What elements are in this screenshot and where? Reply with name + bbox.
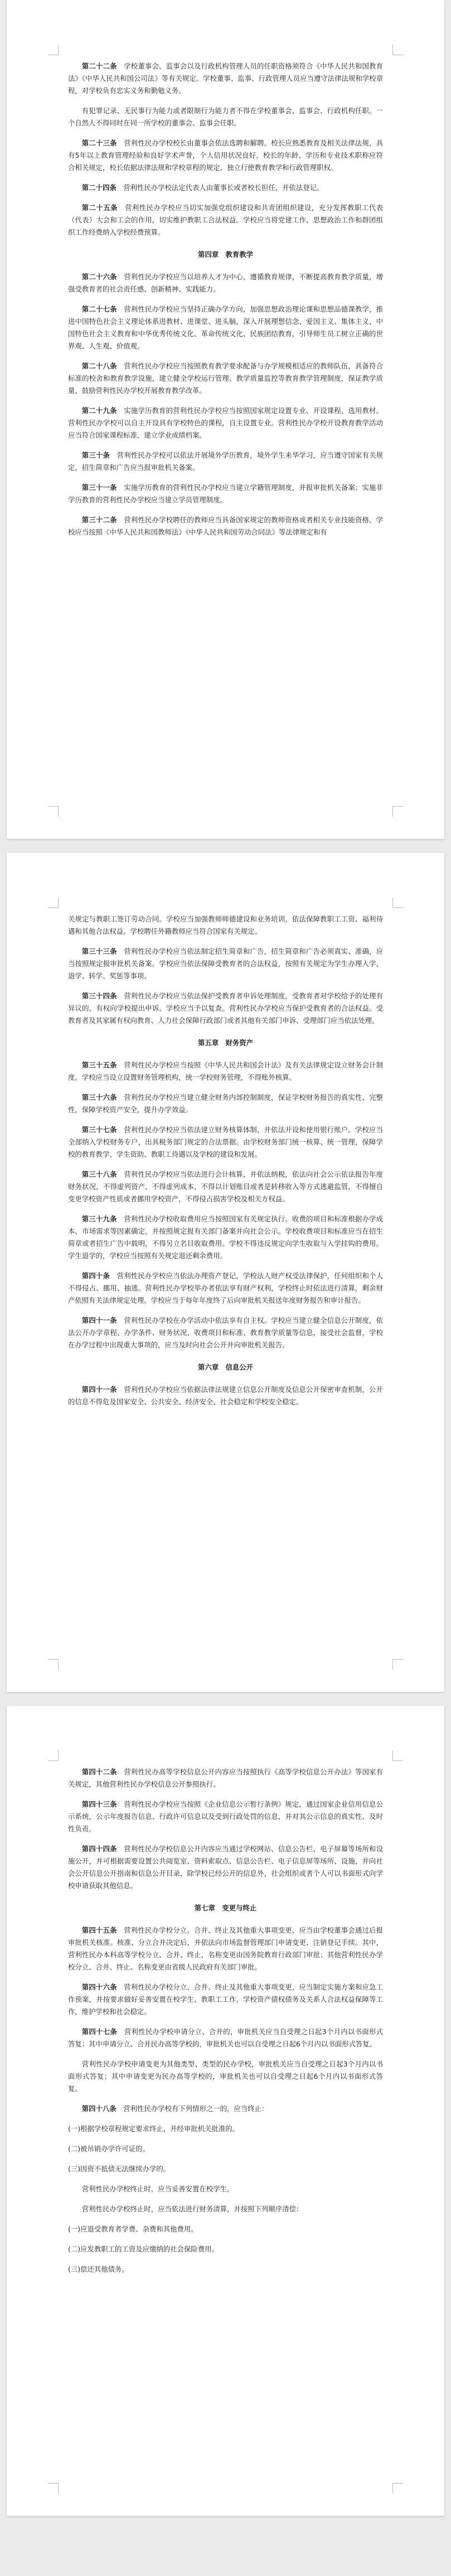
- paragraph-text: (一)应退受教育者学费、杂费和其他费用。: [68, 2225, 198, 2233]
- article-number: 第三十五条: [81, 1061, 117, 1069]
- article-number: 第四十四条: [81, 1845, 117, 1853]
- article-number: 第四十条: [81, 1272, 110, 1280]
- paragraph-text: 营利性民办学校终止时，应当妥善安置在校学生。: [81, 2185, 234, 2193]
- paragraph-text: 营利性民办学校可以依法开展境外学历教育，境外学生来华学习，应当遵守国家有关规定，招生简章和广告应当报审批机关备案。: [68, 451, 384, 472]
- paragraph: [68, 2103, 383, 2115]
- article-number: 第四十五条: [81, 1926, 117, 1934]
- paragraph-text: 营利性民办学校应当依据法律法规建立信息公开制度及信息公开保密审查机制，公开的信息不得危及国家安全、公共安全、经济安全、社会稳定和学校安全稳定。: [68, 1385, 384, 1406]
- article-number: 第三十四条: [81, 992, 117, 1000]
- paragraph-text: 营利性民办学校收取费用应当按照国家有关规定执行。收费的项目和标准根据办学成本、市场需求等因素确定，并按照规定报有关部门备案并向社会公示。学校收费项目和标准应当在招生简章或者招生广告中载明，不得另立名目收取费用。学校不得违反规定向学生收取与入学挂钩的费用。学生退学的，学校应当按照有关规定退还剩余费用。: [68, 1215, 384, 1260]
- paragraph-text: 营利性民办学校申请分立、合并的，审批机关应当自受理之日起3个月内以书面形式答复；其中申请分立、合并民办高等学校的，审批机关也可以自受理之日起6个月内以书面形式答复。: [68, 2027, 384, 2048]
- paragraph-text: 营利性民办学校应当依法保护受教育者申诉处理制度，受教育者对学校给予的处理有异议的，有权向学校提出申诉。学校应当予以复查。营利性民办学校应当保护受教育者的合法权益。受教育者及其家属有权向教育、人力社会保障行政部门或者其他有关部门申诉、受理部门应当依法处理。: [68, 992, 384, 1025]
- article-number: 第四十二条: [81, 1768, 117, 1776]
- document-page-2: [7, 853, 444, 1692]
- paragraph-text: 营利性民办学校应当按照《企业信息公示暂行条例》规定，通过国家企业信用信息公示系统，公示年度报告信息、行政许可信息以及受到行政处罚的信息，并对其公示信息的真实性、及时性负责。: [68, 1800, 384, 1833]
- paragraph: [68, 2026, 383, 2050]
- article-number: 第三十条: [81, 451, 110, 459]
- paragraph: [68, 913, 383, 938]
- paragraph: [68, 2123, 383, 2135]
- paragraph: [68, 2263, 383, 2276]
- paragraph: [68, 2243, 383, 2255]
- chapter-heading: 第五章 财务资产: [197, 1039, 254, 1047]
- article-number: 第三十三条: [81, 947, 117, 955]
- page-corner-mark: [392, 1750, 403, 1761]
- paragraph: [68, 405, 383, 442]
- chapter-heading: 第四章 教育教学: [197, 250, 254, 259]
- paragraph-text: (三)偿还其他债务。: [68, 2265, 129, 2273]
- paragraph-text: 营利性民办学校应当切实加强党组织建设和共青团组织建设，充分发挥教职工代表（代表）大会和工会的作用，切实维护教职工合法权益。学校应当将党建工作、思想政治工作和群团组织工作经费纳入学校经费预算。: [68, 203, 384, 236]
- paragraph: [68, 2223, 383, 2235]
- article-number: 第四十一条: [81, 1385, 117, 1394]
- paragraph: [68, 1124, 383, 1161]
- page-body: [68, 0, 383, 899]
- article-number: 第三十八条: [81, 1170, 117, 1178]
- paragraph-text: (三)因资不抵债无法继续办学的。: [68, 2165, 171, 2173]
- paragraph: [68, 1314, 383, 1351]
- paragraph-text: 营利性民办学校聘任的教师应当具备国家规定的教师资格或者相关专业技能资格。学校应当按照《中华人民共和国教师法》《中华人民共和国劳动合同法》等法律规定和有: [68, 516, 384, 536]
- paragraph: [68, 1384, 383, 1408]
- paragraph-text: 营利性民办学校应当依法办理资产登记，学校法人财产权受法律保护，任何组织和个人不得侵占、挪用、抽逃。营利性民办学校举办者依法享有财产权利，学校终止时依法进行清算，剩余财产依照有关法律规定处理。学校应当于每年年度终了后向审批机关报送年度财务报告和审计报告。: [68, 1272, 384, 1304]
- paragraph-text: 营利性民办高等学校信息公开内容应当按照执行《高等学校信息公开办法》等国家有关规定，其他营利性民办学校信息公开参照执行。: [68, 1768, 384, 1788]
- article-number: 第二十三条: [81, 139, 117, 147]
- paragraph-text: 营利性民办学校申请变更为其他类型、类型的民办学校，审批机关应当自受理之日起3个月内以书面形式答复；其中申请变更为民办高等学校的，审批机关也可以自受理之日起6个月内以书面形式答复。: [68, 2060, 383, 2093]
- page-corner-mark: [48, 45, 59, 55]
- article-number: 第四十六条: [81, 1983, 117, 1991]
- paragraph-text: 实施学历教育的营利性民办学校应当按照国家规定设置专业、开设课程、选用教材。营利性民办学校可以自主开设具有学校特色的课程，自主设置专业。营利性民办学校开设教育教学活动应当符合国家课程标准，建立学业成绩档案。: [68, 406, 384, 439]
- paragraph-text: 营利性民办学校终止时，应当依法进行财务清算，并按照下列顺序清偿：: [81, 2205, 303, 2213]
- article-number: 第三十九条: [81, 1215, 117, 1223]
- paragraph-text: 营利性民办学校信息公开内容应当通过学校网站、信息公告栏、电子屏幕等场所和设施公开，并可根据需要设置公共阅览室、资料索取点、信息公告栏、电子信息屏等场所、设施，并向社会公开信息公开指南和信息公开目录，除学校已经公开的信息外，社会组织或者个人可以书面形式向学校申请获取其他信息。: [68, 1845, 384, 1890]
- paragraph-text: 实施学历教育的营利性民办学校应当建立学籍管理制度，并报审批机关备案；实施非学历教育的营利性民办学校应当建立学员管理制度。: [68, 483, 384, 504]
- paragraph: [68, 2163, 383, 2175]
- article-number: 第二十六条: [81, 273, 117, 281]
- paragraph: [68, 271, 383, 295]
- paragraph: [68, 2203, 383, 2215]
- page-corner-mark: [392, 806, 403, 817]
- paragraph: [68, 137, 383, 174]
- paragraph-text: 营利性民办学校校长由董事会依法选聘和解聘。校长应熟悉教育及相关法律法规，具有5年以上教育管理经验和良好学术声誉，个人信用状况良好，校长的年龄、学历和专业技术职称应符合相关规定，校长依据法律法规和学校章程的规定，独立行使教育教学和行政管理职权。: [68, 139, 384, 172]
- paragraph-text: 关规定与教职工签订劳动合同。学校应当加强教师师德建设和业务培训，依法保障教职工工资、福利待遇和其他合法权益。学校聘任外籍教师应当符合国家有关规定。: [68, 915, 383, 935]
- paragraph: [68, 303, 383, 352]
- paragraph-text: 营利性民办学校有下列情形之一的，应当终止：: [123, 2104, 269, 2113]
- paragraph: [68, 1766, 383, 1791]
- paragraph-text: 营利性民办学校应当按照教育教学要求配备与办学规模相适应的教师队伍，具备符合标准的校舍和教育教学设施，建立健全学校运行管理、教学质量监控等教育教学管理制度，保证教学质量，鼓励营利性民办学校开展教育教学改革。: [68, 362, 384, 395]
- paragraph: [68, 1981, 383, 2018]
- paragraph-text: 营利性民办学校应当以培养人才为中心，遵循教育规律，不断提高教育教学质量，增强受教育者的社会责任感、创新精神、实践能力。: [68, 273, 384, 293]
- paragraph: [68, 1924, 383, 1973]
- paragraph-text: (二)应发教职工的工资及应缴纳的社会保险费用。: [68, 2245, 219, 2253]
- paragraph-text: 营利性民办学校应当坚持正确办学方向，加强思想政治理论课和思想品德课教学，推进中国特色社会主义理论体系进教材、进课堂、进头脑，深入开展理想信念、爱国主义、集体主义、中国特色社会主义教育和中华优秀传统文化、革命传统文化、民族团结教育，引导师生员工树立正确的世界观、人生观、价值观。: [68, 305, 384, 350]
- page-corner-mark: [392, 2483, 403, 2493]
- page-corner-mark: [48, 2483, 59, 2493]
- paragraph-text: 营利性民办学校应当按照《中华人民共和国会计法》及有关法律规定设立财务会计制度，学校应当设立设置财务管理机构，统一学校财务管理，不得账外核算。: [68, 1061, 384, 1081]
- paragraph-text: 营利性民办学校应当依法制定招生简章和广告，招生简章和广告必须真实、准确，应当按照规定报审批机关备案。学校应当依法保障受教育者的合法权益，按照有关规定为学生办理入学、退学、转学、奖惩等事项。: [68, 947, 384, 980]
- article-number: 第二十七条: [81, 305, 117, 313]
- paragraph-text: (二)被吊销办学许可证的。: [68, 2145, 149, 2153]
- page-body: [68, 1706, 383, 2576]
- paragraph-text: (一)根据学校章程规定要求终止，并经审批机关批准的。: [68, 2124, 240, 2133]
- article-number: 第四十一条: [81, 1316, 117, 1325]
- page-corner-mark: [48, 1750, 59, 1761]
- page-corner-mark: [48, 806, 59, 817]
- paragraph: [68, 1798, 383, 1835]
- article-number: 第四十三条: [81, 1800, 117, 1808]
- paragraph: [68, 1213, 383, 1262]
- article-number: 第三十七条: [81, 1126, 117, 1134]
- article-number: 第二十二条: [81, 62, 117, 70]
- paragraph-text: 学校董事会、监事会以及行政机构管理人员的任职资格须符合《中华人民共和国教育法》《中华人民共和国公司法》等有关规定。学校董事、监事、行政管理人员应当遵守法律法规和学校章程，对学校负有忠实义务和勤勉义务。: [68, 62, 384, 95]
- paragraph-text: 营利性民办学校在办学活动中依法享有自主权。学校应当建立健全信息公开制度，依法公开办学章程、办学条件、财务状况、收费项目和标准、教育教学质量等信息，接受社会监督，学校在办学过程中出现重大事项的，应当及时向社会公开并向审批机关报告。: [68, 1316, 384, 1349]
- chapter-heading: 第六章 信息公开: [197, 1363, 254, 1371]
- document-page-3: [7, 1706, 444, 2516]
- paragraph: [68, 449, 383, 474]
- paragraph: [68, 1270, 383, 1307]
- paragraph-text: 营利性民办学校应当依法建立财务核算体制，并依法开设和使用银行账户。学校应当全部纳入学校财务专户，出具税务部门规定的合法票据。由学校财务部门统一核算、统一管理，保障学校的教育教学、学生资助、教职工待遇以及学校的建设和发展。: [68, 1126, 384, 1158]
- chapter-heading: 第七章 变更与终止: [194, 1904, 257, 1912]
- paragraph: [68, 60, 383, 97]
- paragraph: [68, 1059, 383, 1084]
- paragraph: [68, 202, 383, 239]
- paragraph: [68, 1168, 383, 1205]
- article-number: 第四十八条: [81, 2104, 117, 2113]
- page-corner-mark: [392, 45, 403, 55]
- page-corner-mark: [48, 898, 59, 908]
- paragraph: [68, 105, 383, 129]
- article-number: 第三十一条: [81, 483, 117, 492]
- article-number: 第四十七条: [81, 2027, 118, 2036]
- paragraph-text: 营利性民办学校分立、合并、终止及其他重大事项变更，应当制定实施方案和应急工作预案，并按要求做好妥善安置在校学生、教职工工作，学校资产债权债务及关系人合法权益保障等工作，维护学校和社会稳定。: [68, 1983, 384, 2016]
- paragraph-text: 有犯罪记录、无民事行为能力或者限制行为能力者不得在学校董事会、监事会、行政机构任职。一个自然人不得同时在同一所学校的董事会、监事会任职。: [68, 106, 383, 127]
- paragraph-text: 营利性民办学校法定代表人由董事长或者校长担任，并依法登记。: [123, 183, 324, 192]
- paragraph: [68, 1843, 383, 1892]
- article-number: 第三十二条: [81, 516, 117, 524]
- paragraph: [68, 990, 383, 1027]
- article-number: 第二十五条: [81, 203, 118, 212]
- page-corner-mark: [392, 1659, 403, 1670]
- paragraph: [68, 360, 383, 397]
- paragraph: [68, 2183, 383, 2195]
- paragraph: [68, 1091, 383, 1116]
- page-corner-mark: [48, 1659, 59, 1670]
- paragraph-text: 营利性民办学校分立、合并、终止及其他重大事项变更，应当由学校董事会通过后报审批机关核准。核准、分立合并决定后，并依法向市场监督管理部门申请变更、注销登记手续。其中，营利性民办本科高等学校分立、合并、终止，名称变更由国务院教育行政部门审批；其他营利性民办学校分立、合并、终止、名称变更由省级人民政府有关部门审批。: [68, 1926, 384, 1971]
- paragraph-text: 营利性民办学校应当建立健全财务内部控制制度，保证学校财务报告的真实性、完整性，保障学校资产安全，提升办学效益。: [68, 1093, 384, 1114]
- paragraph: [68, 514, 383, 539]
- paragraph: [68, 482, 383, 506]
- paragraph: [68, 182, 383, 194]
- paragraph: [68, 2058, 383, 2095]
- article-number: 第二十八条: [81, 362, 117, 370]
- paragraph-text: 营利性民办学校应当依法进行会计核算，并依法纳税，依法向社会公示依法报告年度财务状况，不得虚列资产，不得虚列成本，不得以计划账目或者是转移收入等方式逃避监管，不得擅自变更学校资产性质或者挪用学校资产，不得侵占损害学校及相关方权益。: [68, 1170, 384, 1203]
- paragraph: [68, 2143, 383, 2155]
- article-number: 第三十六条: [81, 1093, 117, 1102]
- article-number: 第二十四条: [81, 183, 117, 192]
- article-number: 第二十九条: [81, 406, 117, 415]
- page-body: [68, 853, 383, 1752]
- paragraph: [68, 945, 383, 982]
- document-page-1: [7, 0, 444, 839]
- page-corner-mark: [392, 898, 403, 908]
